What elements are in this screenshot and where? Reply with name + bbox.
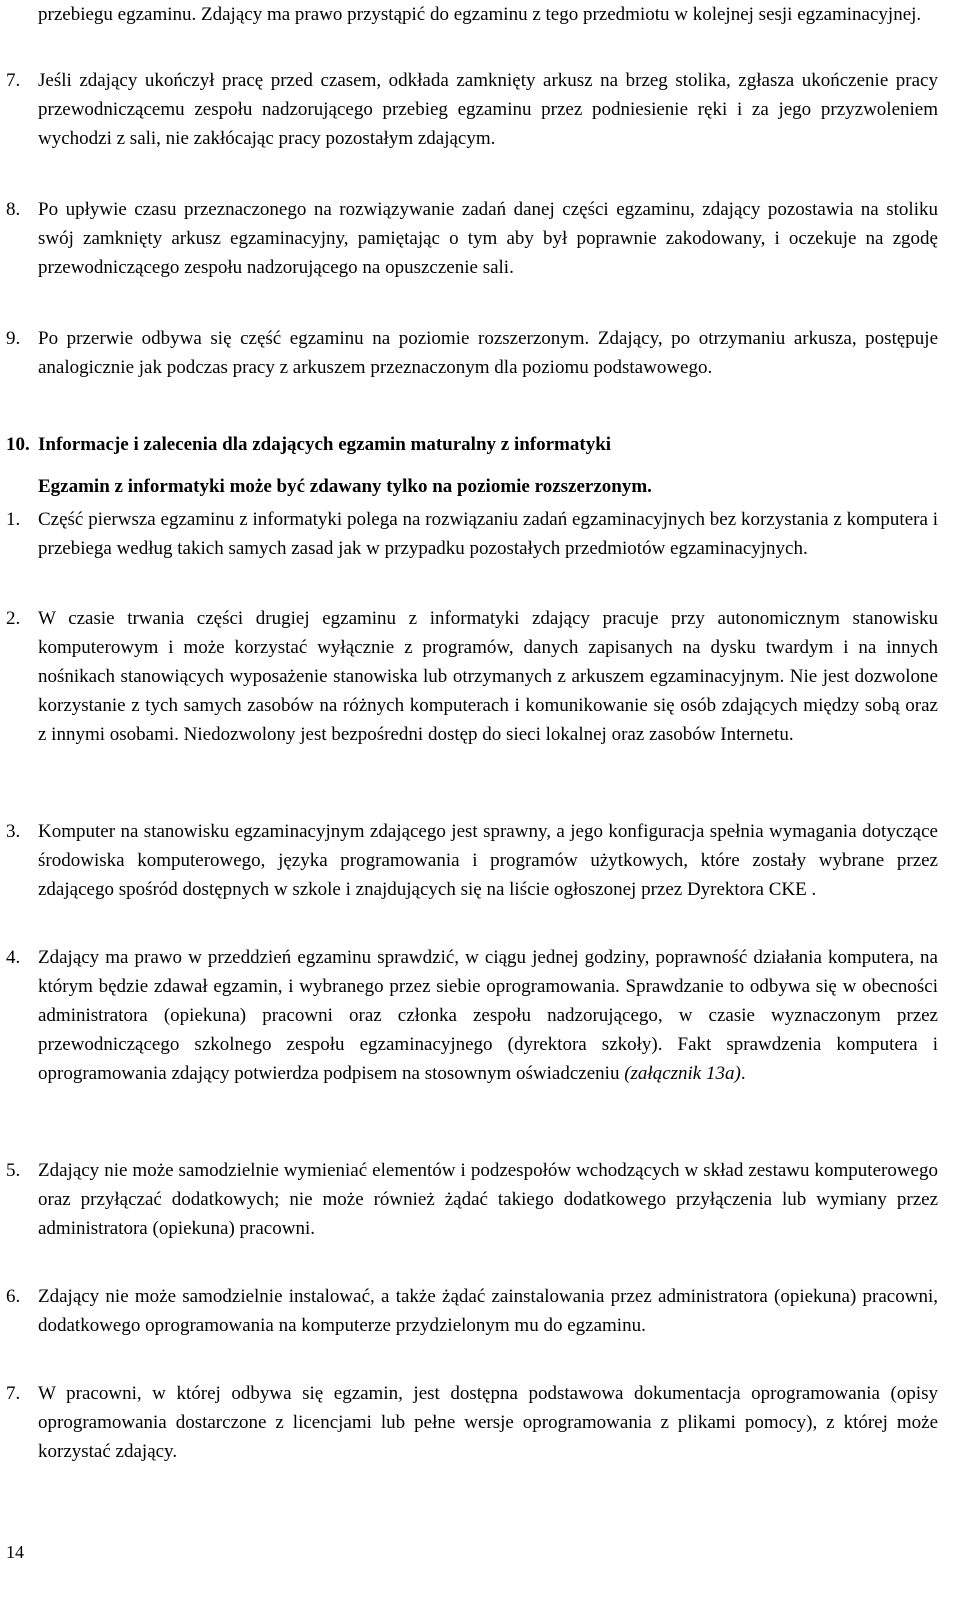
item-number: 7. [6, 1383, 21, 1404]
section-title: Informacje i zalecenia dla zdających egzamin maturalny z informatyki [38, 434, 612, 455]
item-number: 6. [6, 1286, 21, 1307]
item-number: 4. [6, 947, 21, 968]
item-number: 7. [6, 70, 21, 91]
attachment-reference: (załącznik 13a) [624, 1063, 741, 1084]
section-number: 10. [6, 434, 30, 455]
item-text: Zdający nie może samodzielnie wymieniać elementów i podzespołów wchodzących w skład zestawu komputerowego oraz przyłączać dodatkowych; nie może również żądać takiego dodatkowego przyłączenia lub wymiany przez administratora (opiekuna) pracowni. [38, 1160, 938, 1239]
item-text: Komputer na stanowisku egzaminacyjnym zdającego jest sprawny, a jego konfiguracja spełnia wymagania dotyczące środowiska komputerowego, języka programowania i programów użytkowych, które zostały wybrane przez zdającego spośród dostępnych w szkole i znajdujących się na liście ogłoszonej przez Dyrektora CKE . [38, 821, 938, 900]
item-number: 3. [6, 821, 21, 842]
item-text: W pracowni, w której odbywa się egzamin, jest dostępna podstawowa dokumentacja oprogramowania (opisy oprogramowania dostarczone z licencjami lub pełne wersje oprogramowania z plikami pomocy), z której może korzystać zdający. [38, 1383, 938, 1462]
item-text [38, 943, 938, 1088]
item-text: W czasie trwania części drugiej egzaminu z informatyki zdający pracuje przy autonomicznym stanowisku komputerowym i może korzystać wyłącznie z programów, danych zapisanych na dysku twardym i na innych nośnikach stanowiących wyposażenie stanowiska lub otrzymanych z arkuszem egzaminacyjnym. Nie jest dozwolone korzystanie z tych samych zasobów na różnych komputerach i komunikowanie się osób zdających między sobą oraz z innymi osobami. Niedozwolony jest bezpośredni dostęp do sieci lokalnej oraz zasobów Internetu. [38, 608, 938, 745]
item-text: Część pierwsza egzaminu z informatyki polega na rozwiązaniu zadań egzaminacyjnych bez korzystania z komputera i przebiega według takich samych zasad jak w przypadku pozostałych przedmiotów egzaminacyjnych. [38, 509, 938, 559]
section-subtitle: Egzamin z informatyki może być zdawany tylko na poziomie rozszerzonym. [38, 476, 652, 497]
item-number: 1. [6, 509, 21, 530]
item-text: Jeśli zdający ukończył pracę przed czasem, odkłada zamknięty arkusz na brzeg stolika, zgłasza ukończenie pracy przewodniczącemu zespołu nadzorującego przebieg egzaminu przez podniesienie ręki i za jego przyzwoleniem wychodzi z sali, nie zakłócając pracy pozostałym zdającym. [38, 70, 938, 149]
item-text: Zdający nie może samodzielnie instalować, a także żądać zainstalowania przez administratora (opiekuna) pracowni, dodatkowego oprogramowania na komputerze przydzielonym mu do egzaminu. [38, 1286, 938, 1336]
item-text: Po przerwie odbywa się część egzaminu na poziomie rozszerzonym. Zdający, po otrzymaniu arkusza, postępuje analogicznie jak podczas pracy z arkuszem przeznaczonym dla poziomu podstawowego. [38, 328, 938, 378]
item-text: Po upływie czasu przeznaczonego na rozwiązywanie zadań danej części egzaminu, zdający pozostawia na stoliku swój zamknięty arkusz egzaminacyjny, pamiętając o tym aby był poprawnie zakodowany, i oczekuje na zgodę przewodniczącego zespołu nadzorującego na opuszczenie sali. [38, 199, 938, 278]
item-number: 9. [6, 328, 21, 349]
item-number: 2. [6, 608, 21, 629]
item-number: 8. [6, 199, 21, 220]
item-number: 5. [6, 1160, 21, 1181]
continuation-paragraph: przebiegu egzaminu. Zdający ma prawo przystąpić do egzaminu z tego przedmiotu w kolejnej sesji egzaminacyjnej. [38, 4, 922, 25]
page-number: 14 [6, 1542, 24, 1562]
item-text-end: . [740, 1063, 746, 1084]
item-text-body: Zdający ma prawo w przeddzień egzaminu sprawdzić, w ciągu jednej godziny, poprawność działania komputera, na którym będzie zdawał egzamin, i wybranego przez siebie oprogramowania. Sprawdzanie to odbywa się w obecności administratora (opiekuna) pracowni oraz członka zespołu nadzorującego, w czasie wyznaczonym przez przewodniczącego szkolnego zespołu egzaminacyjnego (dyrektora szkoły). Fakt sprawdzenia komputera i oprogramowania zdający potwierdza podpisem na stosownym oświadczeniu [38, 947, 938, 1084]
